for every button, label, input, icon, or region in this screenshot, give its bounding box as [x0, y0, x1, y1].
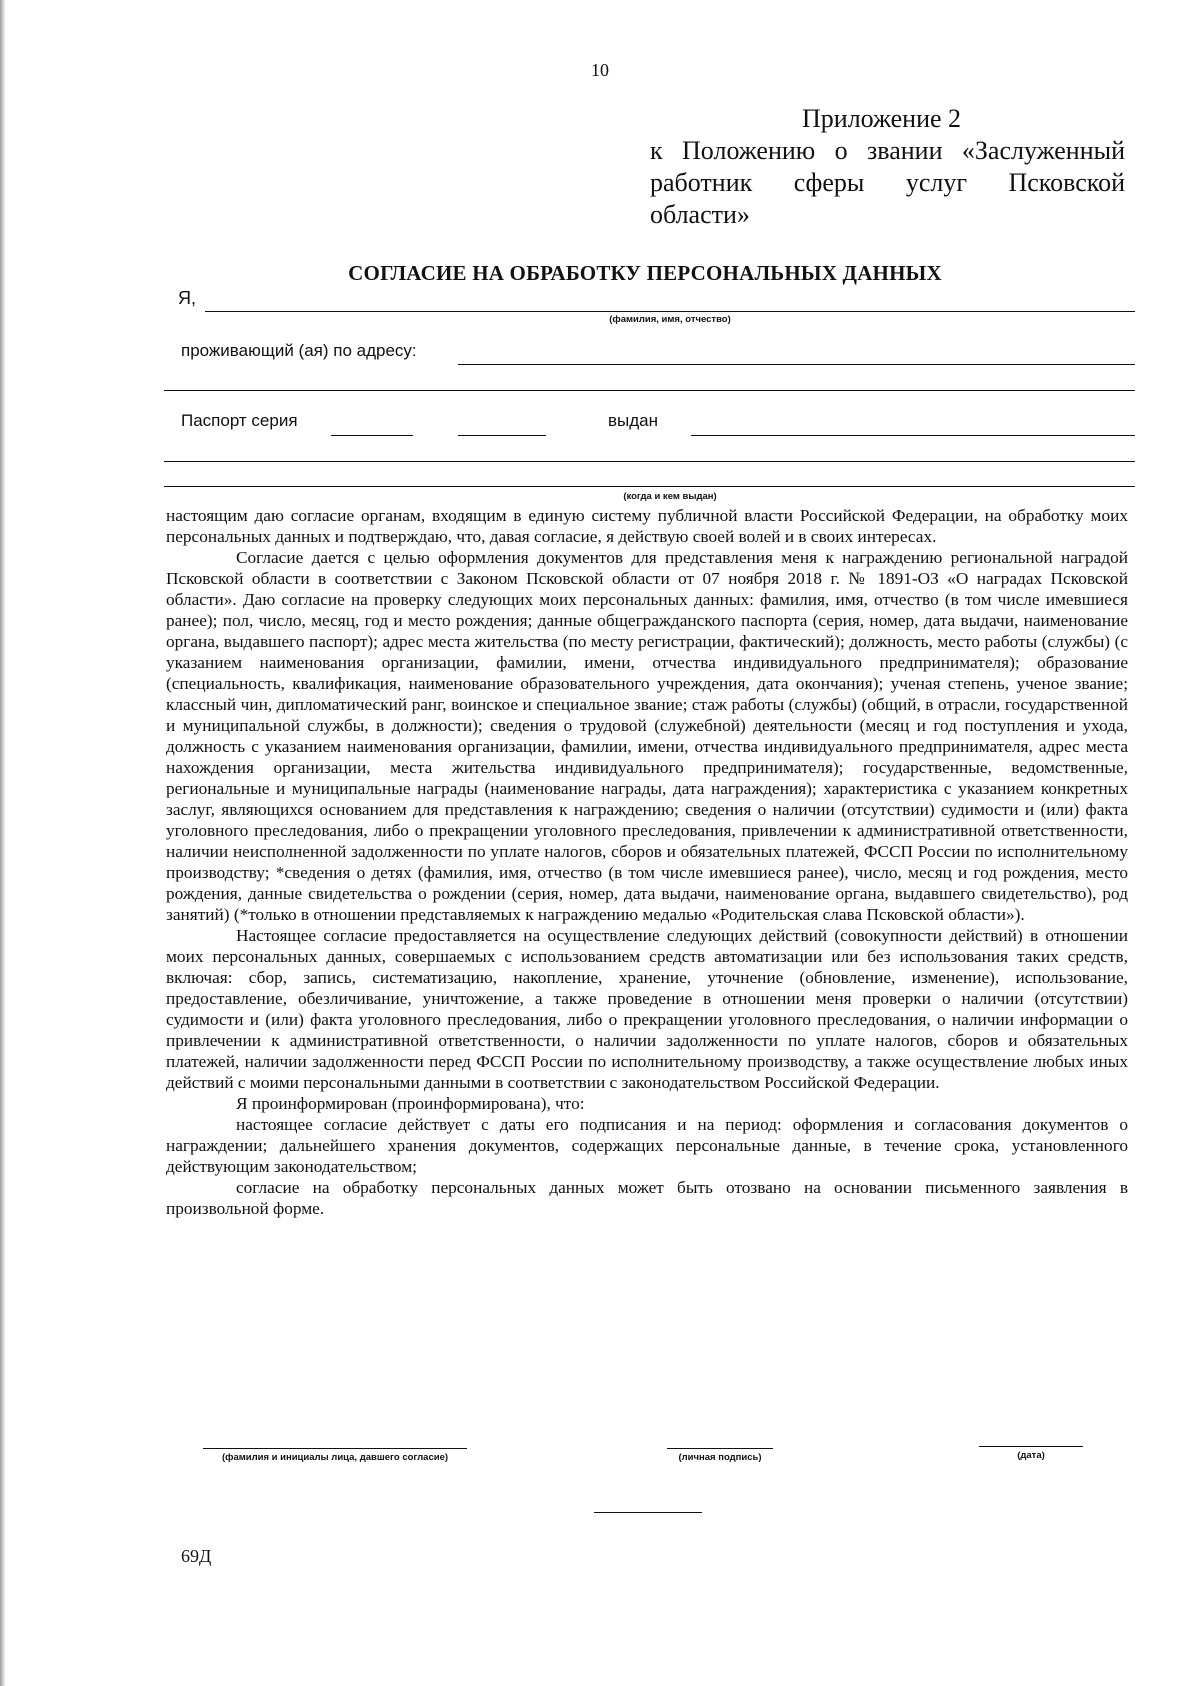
issued-label: выдан: [608, 411, 659, 430]
address-field-line2[interactable]: [164, 390, 1135, 391]
passport-number-field[interactable]: [458, 435, 546, 436]
name-caption: (фамилия и инициалы лица, давшего согласие): [221, 1452, 449, 1463]
consent-body: [166, 505, 1128, 1219]
issued-caption: (когда и кем выдан): [623, 491, 717, 502]
paragraph-informed: Я проинформирован (проинформирована), что:: [236, 1094, 585, 1113]
scan-edge: [0, 0, 6, 1686]
appendix-title: Приложение 2: [802, 104, 962, 133]
date-caption: (дата): [1017, 1450, 1045, 1461]
appendix-block: [650, 103, 1125, 231]
issued-field[interactable]: [691, 435, 1135, 436]
paragraph-validity: настоящее согласие действует с даты его подписания и на период: оформления и согласования документов о награждении; дальнейшего хранения документов, содержащих персональные данные, в течение срока, установленного действующим законодательством;: [166, 1115, 1128, 1176]
issued-field-line3[interactable]: [164, 486, 1135, 487]
i-label: Я,: [178, 288, 196, 308]
issued-field-line2[interactable]: [164, 461, 1135, 462]
document-code: 69Д: [181, 1546, 212, 1566]
paragraph-consent: настоящим даю согласие органам, входящим в единую систему публичной власти Российской Федерации, на обработку моих персональных данных и подтверждаю, что, давая согласие, я действую своей волей и в своих интересах.: [166, 506, 1128, 546]
document-title: СОГЛАСИЕ НА ОБРАБОТКУ ПЕРСОНАЛЬНЫХ ДАННЫХ: [348, 261, 942, 285]
appendix-line: работник сферы услуг Псковской: [650, 168, 1125, 197]
paragraph-revocation: согласие на обработку персональных данных может быть отозвано на основании письменного заявления в произвольной форме.: [166, 1178, 1128, 1218]
appendix-line: области»: [650, 200, 750, 229]
sign-caption: (личная подпись): [678, 1452, 762, 1463]
address-label: проживающий (ая) по адресу:: [181, 341, 417, 360]
separator-line: [594, 1512, 702, 1513]
paragraph-actions: Настоящее согласие предоставляется на осуществление следующих действий (совокупности действий) в отношении моих персональных данных, совершаемых с использованием средств автоматизации или без использования таких средств, включая: сбор, запись, систематизацию, накопление, хранение, уточнение (обновление, изменение), использование, предоставление, обезличивание, уничтожение, а также проведение в отношении меня проверки о наличии (отсутствии) судимости и (или) факта уголовного преследования, либо о прекращении уголовного преследования, о наличии информации о привлечении к административной ответственности, о наличии задолженности по уплате налогов, сборов и обязательных платежей, наличии задолженности перед ФССП России по исполнительному производству, а также осуществление любых иных действий с моими персональными данными в соответствии с законодательством Российской Федерации.: [166, 926, 1128, 1092]
paragraph-purpose: Согласие дается с целью оформления документов для представления меня к награждению региональной наградой Псковской области в соответствии с Законом Псковской области от 07 ноября 2018 г. № 1891-ОЗ «О наградах Псковской области». Даю согласие на проверку следующих моих персональных данных: фамилия, имя, отчество (в том числе имевшиеся ранее); пол, число, месяц, год и место рождения; данные общегражданского паспорта (серия, номер, дата выдачи, наименование органа, выдавшего паспорт); адрес места жительства (по месту регистрации, фактический); должность, место работы (службы) (с указанием наименования организации, фамилии, имени, отчества индивидуального предпринимателя); образование (специальность, квалификация, наименование образовательного учреждения, дата окончания); ученая степень, ученое звание; классный чин, дипломатический ранг, воинское и специальное звание; стаж работы (службы) (общий, в отрасли, государственной и муниципальной службы, в должности); сведения о трудовой (служебной) деятельности (месяц и год поступления и ухода, должность с указанием наименования организации, фамилии, имени, отчества индивидуального предпринимателя, адрес места нахождения организации, места жительства индивидуального предпринимателя); государственные, ведомственные, региональные и муниципальные награды (наименование награды, дата награждения); характеристика с указанием конкретных заслуг, являющихся основанием для представления к награждению; сведения о наличии (отсутствии) судимости и (или) факта уголовного преследования, либо о прекращении уголовного преследования, привлечении к административной ответственности, наличии неисполненной задолженности по уплате налогов, сборов и обязательных платежей, ФССП России по исполнительному производству; *сведения о детях (фамилия, имя, отчество (в том числе имевшиеся ранее), число, месяц и год рождения, место рождения, данные свидетельства о рождении (серия, номер, дата выдачи, наименование органа, выдавшего свидетельство), род занятий) (*только в отношении представляемых к награждению медалью «Родительская слава Псковской области»).: [166, 548, 1128, 924]
address-field[interactable]: [458, 364, 1135, 365]
passport-label: Паспорт серия: [181, 411, 298, 430]
personal-signature-line[interactable]: [667, 1448, 773, 1449]
appendix-line: к Положению о звании «Заслуженный: [650, 136, 1125, 165]
page-number: 10: [591, 60, 609, 80]
date-line[interactable]: [979, 1446, 1083, 1447]
fio-field[interactable]: [205, 311, 1135, 312]
passport-series-field[interactable]: [331, 435, 413, 436]
name-signature-line[interactable]: [203, 1448, 467, 1449]
fio-caption: (фамилия, имя, отчество): [609, 314, 731, 325]
